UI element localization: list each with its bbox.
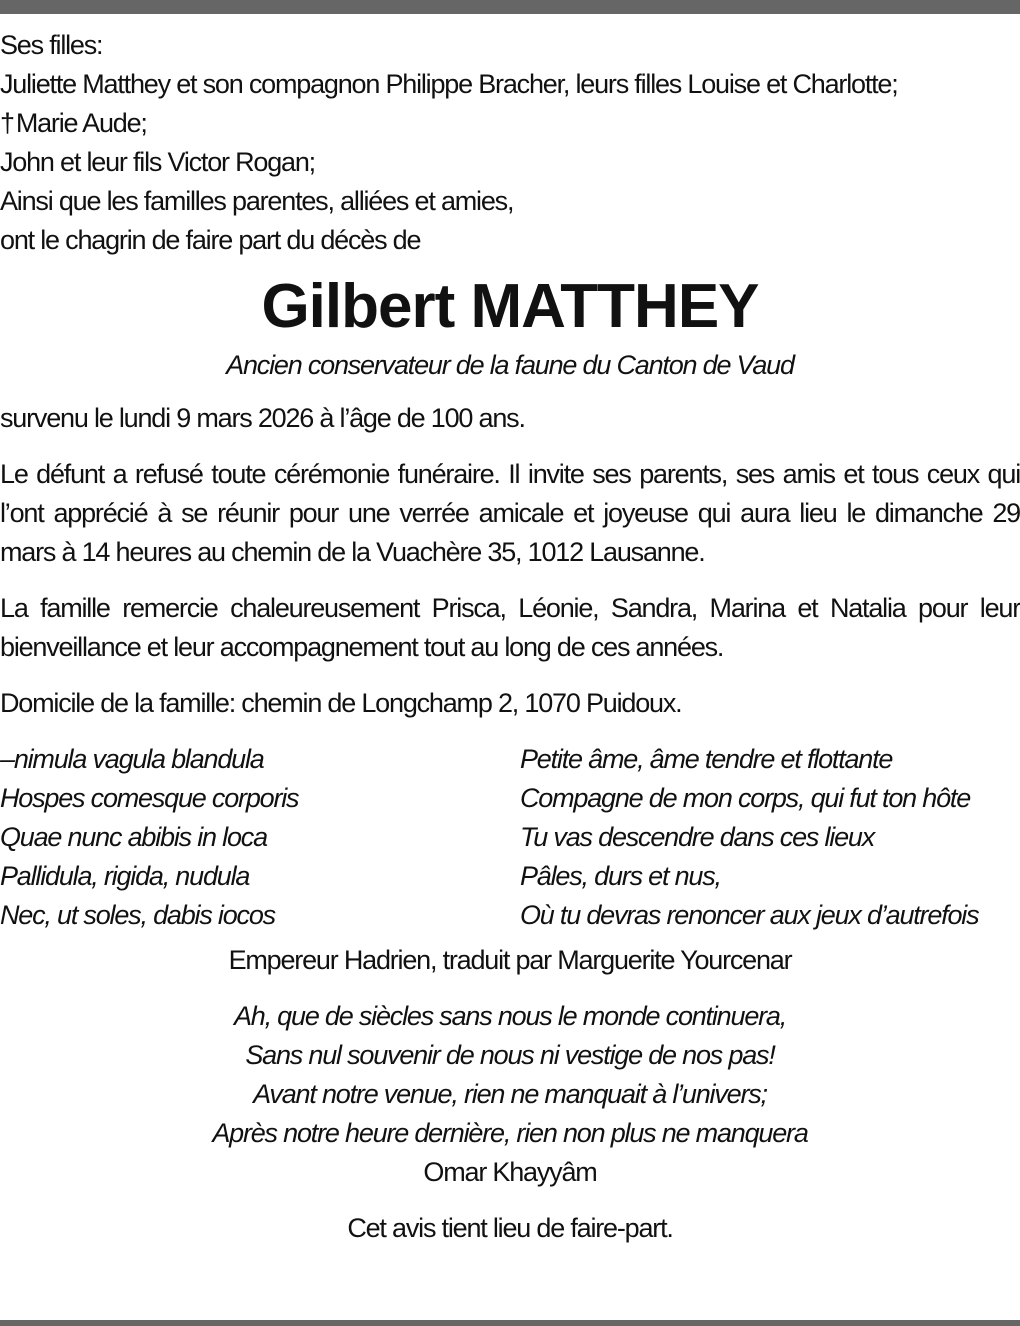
hadrian-poem <box>0 740 1020 935</box>
poem-french-line: Compagne de mon corps, qui fut ton hôte <box>520 783 971 813</box>
quatrain-credit: Omar Khayyâm <box>423 1157 597 1187</box>
family-line-4: Ainsi que les familles parentes, alliées et amies, <box>0 186 514 216</box>
poem-latin-line: Pallidula, rigida, nudula <box>0 861 250 891</box>
poem-french-line: Pâles, durs et nus, <box>520 861 721 891</box>
domicile-paragraph: Domicile de la famille: chemin de Longchamp 2, 1070 Puidoux. <box>0 688 682 718</box>
poem-latin-line: Quae nunc abibis in loca <box>0 822 267 852</box>
family-line-5: ont le chagrin de faire part du décès de <box>0 225 421 255</box>
quatrain-line: Après notre heure dernière, rien non plus ne manquera <box>212 1118 808 1148</box>
top-rule <box>0 0 1020 14</box>
quatrain-line: Ah, que de siècles sans nous le monde continuera, <box>233 1001 787 1031</box>
poem-latin-line: –nimula vagula blandula <box>0 744 264 774</box>
bottom-rule <box>0 1320 1020 1326</box>
poem-french-line: Petite âme, âme tendre et flottante <box>520 744 893 774</box>
closing-note: Cet avis tient lieu de faire-part. <box>347 1213 673 1243</box>
thanks-paragraph: La famille remercie chaleureusement Prisca, Léonie, Sandra, Marina et Natalia pour leur bienveillance et leur accompagnement tout au long de ces années. <box>0 593 1020 662</box>
family-line-1: Juliette Matthey et son compagnon Philippe Bracher, leurs filles Louise et Charlotte; <box>0 69 898 99</box>
ceremony-paragraph: Le défunt a refusé toute cérémonie funéraire. Il invite ses parents, ses amis et tous ceux qui l’ont apprécié à se réunir pour une verrée amicale et joyeuse qui aura lieu le dimanche 29 mars à 14 heures au chemin de la Vuachère 35, 1012 Lausanne. <box>0 459 1020 567</box>
obituary-notice <box>0 26 1020 1248</box>
poem-french-line: Tu vas descendre dans ces lieux <box>520 822 875 852</box>
death-notice: survenu le lundi 9 mars 2026 à l’âge de 100 ans. <box>0 403 525 433</box>
family-heading: Ses filles: <box>0 30 103 60</box>
family-line-2-text: Marie Aude; <box>15 108 147 138</box>
poem-french-column <box>520 740 1020 935</box>
poem-latin-line: Nec, ut soles, dabis iocos <box>0 900 275 930</box>
poem-latin-column <box>0 740 520 935</box>
quatrain-line: Avant notre venue, rien ne manquait à l’univers; <box>253 1079 767 1109</box>
khayyam-quatrain <box>0 997 1020 1153</box>
family-list <box>0 26 1020 260</box>
dagger-icon: † <box>0 108 14 138</box>
deceased-role: Ancien conservateur de la faune du Canton de Vaud <box>226 350 794 380</box>
deceased-name: Gilbert MATTHEY <box>261 272 759 341</box>
poem-latin-line: Hospes comesque corporis <box>0 783 299 813</box>
quatrain-line: Sans nul souvenir de nous ni vestige de nos pas! <box>245 1040 775 1070</box>
poem-credit: Empereur Hadrien, traduit par Marguerite Yourcenar <box>228 945 792 975</box>
family-line-2 <box>0 104 1020 143</box>
family-line-3: John et leur fils Victor Rogan; <box>0 147 315 177</box>
poem-french-line: Où tu devras renoncer aux jeux d’autrefois <box>520 900 979 930</box>
